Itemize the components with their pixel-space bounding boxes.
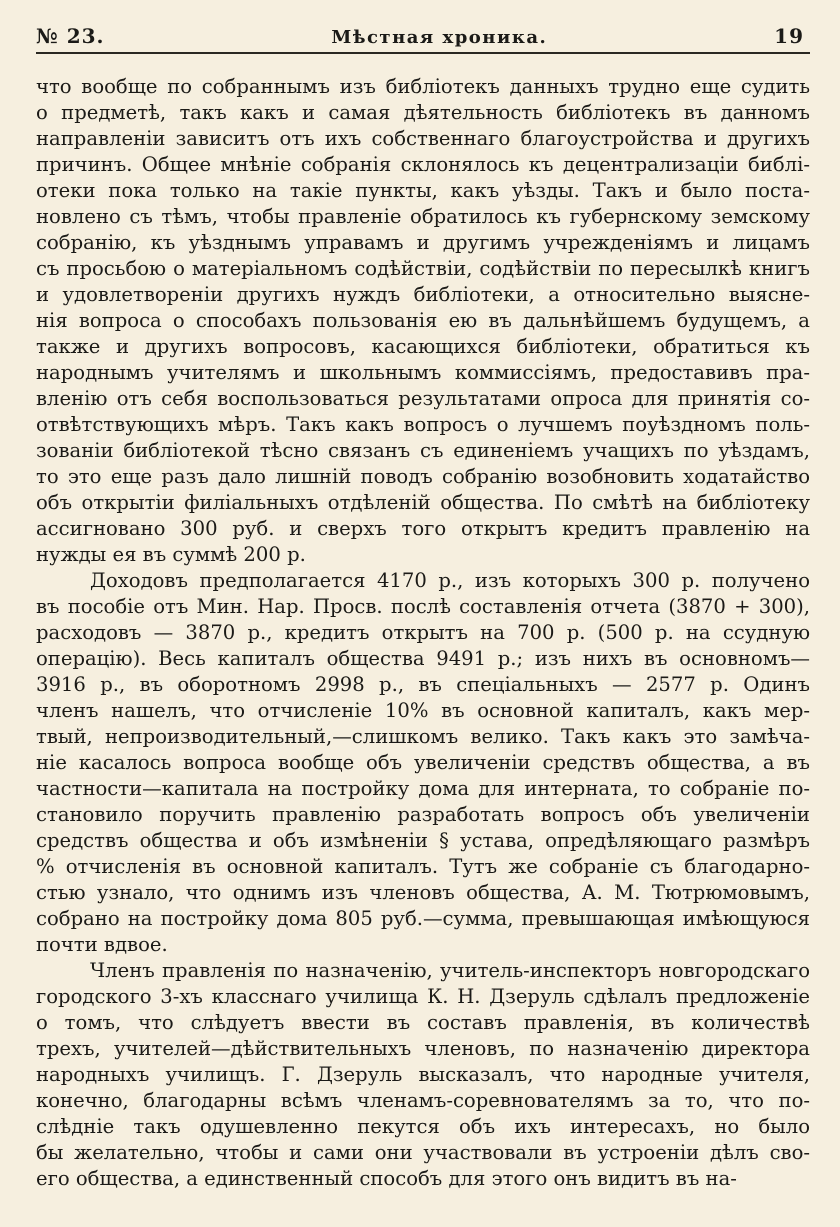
text-line: почти вдвое. [36, 933, 168, 956]
paragraph [36, 958, 810, 1192]
section-title: Мѣстная хроника. [331, 27, 548, 48]
issue-number: № 23. [36, 24, 105, 48]
text-line: слѣднiе такъ одушевленно пекутся объ ихъ интересахъ, но было [36, 1115, 810, 1138]
paragraph [36, 74, 810, 568]
text-line: въ пособiе отъ Мин. Нар. Просв. послѣ составленiя отчета (3870 + 300), [36, 595, 810, 618]
text-line: твый, непроизводительный,—слишкомъ велико. Такъ какъ это замѣча- [36, 725, 810, 748]
text-line: народныхъ училищъ. Г. Дзеруль высказалъ, что народные учителя, [36, 1063, 810, 1086]
text-line: что вообще по собраннымъ изъ библiотекъ данныхъ трудно еще судить [36, 75, 810, 98]
text-line: стью узнало, что однимъ изъ членовъ общества, А. М. Тютрюмовымъ, [36, 881, 810, 904]
text-line: членъ нашелъ, что отчисленiе 10% въ основной капиталъ, какъ мер- [36, 699, 810, 722]
text-line: собранiю, къ уѣзднымъ управамъ и другимъ учрежденiямъ и лицамъ [36, 231, 810, 254]
text-line: расходовъ — 3870 р., кредитъ открытъ на 700 р. (500 р. на ссудную [36, 621, 810, 644]
text-line: и удовлетворенiи другихъ нуждъ библiотеки, а относительно выясне- [36, 283, 810, 306]
text-line: также и другихъ вопросовъ, касающихся библiотеки, обратиться къ [36, 335, 810, 358]
text-line: городского 3-хъ класснаго училища К. Н. Дзеруль сдѣлалъ предложенiе [36, 985, 810, 1008]
text-line: трехъ, учителей—дѣйствительныхъ членовъ, по назначенiю директора [36, 1037, 810, 1060]
text-line: собрано на постройку дома 805 руб.—сумма, превышающая имѣющуюся [36, 907, 810, 930]
text-line: операцiю). Весь капиталъ общества 9491 р.; изъ нихъ въ основномъ— [36, 647, 810, 670]
text-line: нiя вопроса о способахъ пользованiя ею въ дальнѣйшемъ будущемъ, а [36, 309, 810, 332]
text-line: частности—капитала на постройку дома для интерната, то собранiе по- [36, 777, 810, 800]
text-line: % отчисленiя въ основной капиталъ. Тутъ же собранiе съ благодарно- [36, 855, 810, 878]
text-line: объ открытiи филiальныхъ отдѣленiй общества. По смѣтѣ на библiотеку [36, 491, 810, 514]
text-line: средствъ общества и объ измѣненiи § устава, опредѣляющаго размѣръ [36, 829, 810, 852]
text-line: то это еще разъ дало лишнiй поводъ собранiю возобновить ходатайство [36, 465, 810, 488]
text-line: нiе касалось вопроса вообще объ увеличенiи средствъ общества, а въ [36, 751, 810, 774]
text-line: о томъ, что слѣдуетъ ввести въ составъ правленiя, въ количествѣ [36, 1011, 810, 1034]
text-line: 3916 р., въ оборотномъ 2998 р., въ спецiальныхъ — 2577 р. Одинъ [36, 673, 810, 696]
running-header [36, 24, 810, 48]
text-line: конечно, благодарны всѣмъ членамъ-соревнователямъ за то, что по- [36, 1089, 810, 1112]
text-line: новлено съ тѣмъ, чтобы правленiе обратилось къ губернскому земскому [36, 205, 810, 228]
text-line: зованiи библiотекой тѣсно связанъ съ единенiемъ учащихъ по уѣздамъ, [36, 439, 810, 462]
text-line: причинъ. Общее мнѣнiе собранiя склонялось къ децентрализацiи библi- [36, 153, 810, 176]
text-line: становило поручить правленiю разработать вопросъ объ увеличенiи [36, 803, 810, 826]
text-line: бы желательно, чтобы и сами они участвовали въ устроенiи дѣлъ сво- [36, 1141, 810, 1164]
header-rule [36, 52, 810, 54]
text-line: Членъ правленiя по назначенiю, учитель-инспекторъ новгородскаго [90, 959, 810, 982]
body-text [36, 74, 810, 1192]
paragraph [36, 568, 810, 958]
page-number: 19 [774, 24, 804, 48]
text-line: ассигновано 300 руб. и сверхъ того открытъ кредитъ правленiю на [36, 517, 810, 540]
text-line: отвѣтствующихъ мѣръ. Такъ какъ вопросъ о лучшемъ поуѣздномъ поль- [36, 413, 810, 436]
text-line: народнымъ учителямъ и школьнымъ коммиссiямъ, предоставивъ пра- [36, 361, 810, 384]
text-line: его общества, а единственный способъ для этого онъ видитъ въ на- [36, 1167, 737, 1190]
text-line: нужды ея въ суммѣ 200 р. [36, 543, 306, 566]
text-line: о предметѣ, такъ какъ и самая дѣятельность библiотекъ въ данномъ [36, 101, 810, 124]
text-line: съ просьбою о матерiальномъ содѣйствiи, содѣйствiи по пересылкѣ книгъ [36, 257, 810, 280]
text-line: вленiю отъ себя воспользоваться результатами опроса для принятiя со- [36, 387, 810, 410]
text-line: Доходовъ предполагается 4170 р., изъ которыхъ 300 р. получено [90, 569, 810, 592]
text-line: отеки пока только на такiе пункты, какъ уѣзды. Такъ и было поста- [36, 179, 810, 202]
text-line: направленiи зависитъ отъ ихъ собственнаго благоустройства и другихъ [36, 127, 810, 150]
